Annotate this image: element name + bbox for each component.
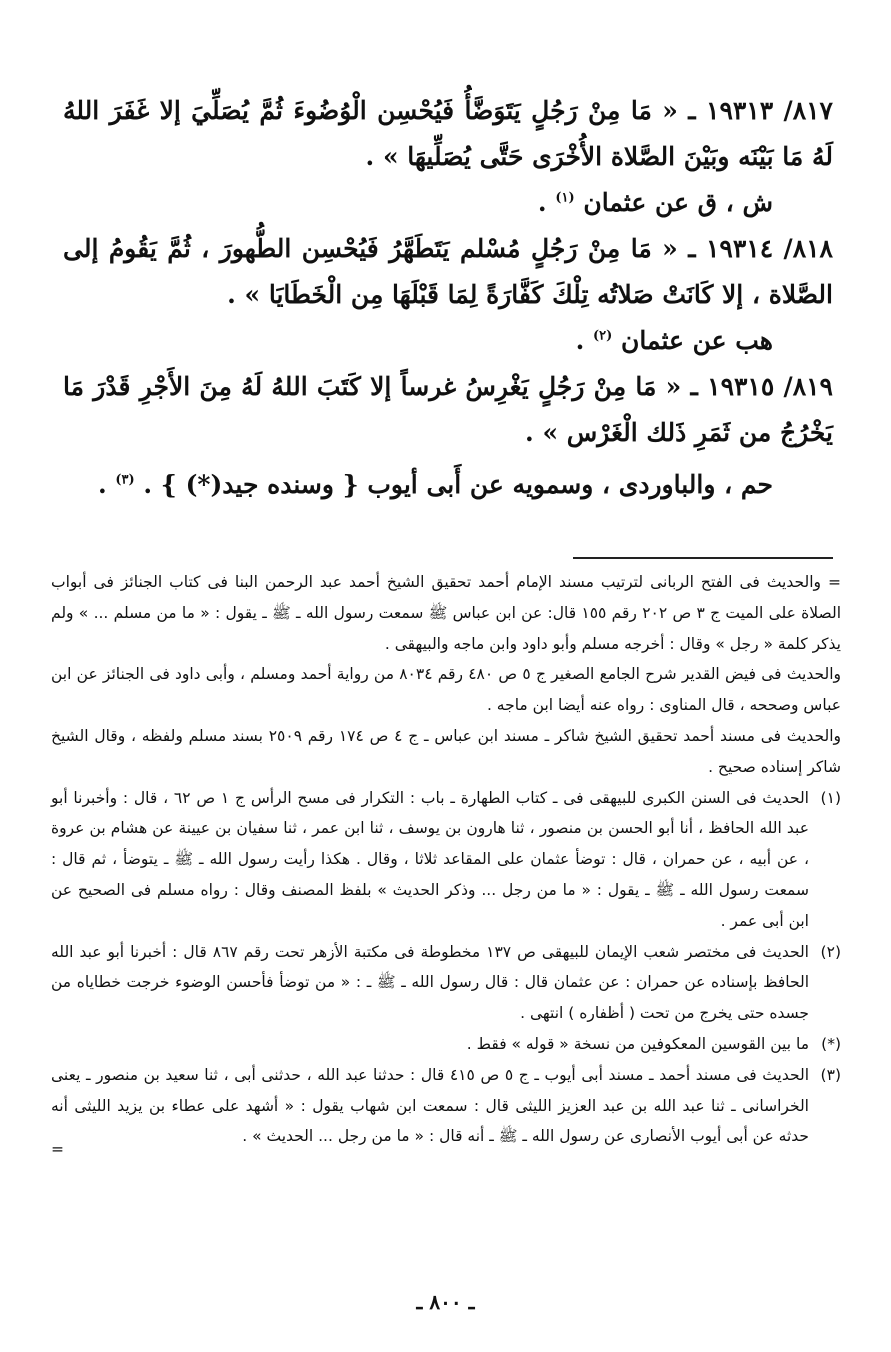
footnote-continuation-3: والحديث فى مسند أحمد تحقيق الشيخ شاكر ـ مسند ابن عباس ـ ج ٤ ص ١٧٤ رقم ٢٥٠٩ بسند مسلم ولفظه ، وقال الشيخ شاكر إسناده صحيح .	[51, 726, 841, 776]
source-text: هب عن عثمان	[621, 326, 773, 355]
footnote-text: ما بين القوسين المعكوفين من نسخة « قوله » فقط .	[466, 1034, 809, 1053]
hadith-819-source: حم ، والباوردى ، وسمويه عن أَبى أيوب { وسنده جيد(*) } . $^{(٣)}$ .	[97, 470, 773, 499]
hadith-818	[63, 226, 833, 318]
footnote-ref-1: (١)	[555, 190, 575, 206]
footnote-3	[51, 1060, 841, 1152]
footnote-continuation-2: والحديث فى فيض القدير شرح الجامع الصغير ج ٥ ص ٤٨٠ رقم ٨٠٣٤ من رواية أحمد ومسلم ، وأبى داود فى الجنائز عن ابن عباس وصححه ، قال المناوى : رواه عنه أيضا ابن ماجه .	[51, 665, 842, 715]
continuation-mark: =	[51, 1140, 64, 1159]
footnote-ref-2: (٢)	[593, 328, 613, 344]
main-hadith-text	[63, 88, 833, 508]
footnote-star	[51, 1029, 841, 1060]
source-text: ش ، ق عن عثمان	[583, 188, 773, 217]
footnote-continuation-1: = والحديث فى الفتح الربانى لترتيب مسند الإمام أحمد تحقيق الشيخ أحمد عبد الرحمن البنا فى كتاب الجنائز فى أبواب الصلاة على الميت ج ٣ ص ٢٠٢ رقم ١٥٥ قال: عن ابن عباس ﷺ سمعت رسول الله ـ ﷺ ـ يقول : « ما من مسلم ... » ولم يذكر كلمة « رجل » وقال : أخرجه مسلم وأبو داود وابن ماجه والبيهقى .	[51, 573, 842, 653]
hadith-817-source: ش ، ق عن عثمان $^{(١)}$ .	[537, 188, 773, 217]
footnote-number: (٢)	[820, 942, 841, 961]
footnote-1	[51, 783, 841, 937]
footnotes	[51, 567, 841, 1165]
footnote-text: الحديث فى مسند أحمد ـ مسند أبى أيوب ـ ج ٥ ص ٤١٥ قال : حدثنا عبد الله ، حدثنى أبى ، ثنا سعيد بن منصور ـ يعنى الخراسانى ـ ثنا عبد الله بن عبد العزيز الليثى قال : سمعت ابن شهاب يقول : « أشهد على عطاء بن يزيد الليثى أنه حدثه عن أبى أيوب الأنصارى عن رسول الله ـ ﷺ ـ أنه قال : « ما من رجل ... الحديث » .	[51, 1065, 809, 1146]
hadith-817	[63, 88, 833, 180]
footnote-ref-3: (٣)	[115, 472, 135, 488]
hadith-817-text: ٨١٧/ ١٩٣١٣ ـ « مَا مِنْ رَجُلٍ يَتَوَضَّأُ فَيُحْسِن الْوُضُوءَ ثُمَّ يُصَلِّيَ إلا غَفَرَ اللهُ لَهُ مَا بَيْنَه وبَيْنَ الصَّلاة الأُخْرَى حَتَّى يُصَلِّيهَا » .	[63, 96, 833, 171]
footnote-2	[51, 937, 841, 1029]
footnote-text: الحديث فى السنن الكبرى للبيهقى فى ـ كتاب الطهارة ـ باب : التكرار فى مسح الرأس ج ١ ص ٦٢ ، قال : وأخبرنا أبو عبد الله الحافظ ، أنا أبو الحسن بن منصور ، ثنا هارون بن يوسف ، ثنا ابن عمر ، ثنا سفيان بن عيينة عن هشام بن عروة ، عن أبيه ، عن حمران ، قال : توضأ عثمان على المقاعد ثلاثا ، وقال . هكذا رأيت رسول الله ـ ﷺ ـ يتوضأ ، ثم قال : سمعت رسول الله ـ ﷺ ـ يقول : « ما من رجل ... وذكر الحديث » بلفظ المصنف وقال : رواه مسلم فى الصحيح عن ابن أبى عمر .	[51, 788, 809, 930]
page-number: ـ ٨٠٠ ـ	[416, 1290, 475, 1314]
source-text: حم ، والباوردى ، وسمويه عن أَبى أيوب { وسنده جيد(*) } .	[143, 470, 773, 499]
hadith-818-source: هب عن عثمان $^{(٢)}$ .	[575, 326, 773, 355]
footnote-number: (٣)	[820, 1065, 841, 1084]
hadith-819-text: ٨١٩/ ١٩٣١٥ ـ « مَا مِنْ رَجُلٍ يَغْرِسُ غرساً إلا كَتَبَ اللهُ لَهُ مِنَ الأَجْرِ قَدْرَ مَا يَخْرُجُ من ثَمَرِ ذَلك الْغَرْس » .	[63, 372, 833, 447]
hadith-819	[63, 364, 833, 456]
footnote-text: الحديث فى مختصر شعب الإيمان للبيهقى ص ١٣٧ مخطوطة فى مكتبة الأزهر تحت رقم ٨٦٧ قال : أخبرنا أبو عبد الله الحافظ بإسناده عن حمران : عن عثمان قال : قال رسول الله ـ ﷺ ـ : « من توضأ فأحسن الوضوء خرجت خطاياه من جسده حتى يخرج من تحت ( أظفاره ) انتهى .	[51, 942, 809, 1023]
footnote-number: (١)	[820, 788, 841, 807]
footnote-separator	[573, 557, 833, 559]
hadith-818-text: ٨١٨/ ١٩٣١٤ ـ « مَا مِنْ رَجُلٍ مُسْلم يَتَطَهَّرُ فَيُحْسِن الطُّهورَ ، ثُمَّ يَقُومُ إلى الصَّلاة ، إلا كَانَتْ صَلاتُه تِلْكَ كَفَّارَةً لِمَا قَبْلَهَا مِن الْخَطَايَا » .	[63, 234, 833, 309]
footnote-number: (*)	[821, 1034, 841, 1053]
